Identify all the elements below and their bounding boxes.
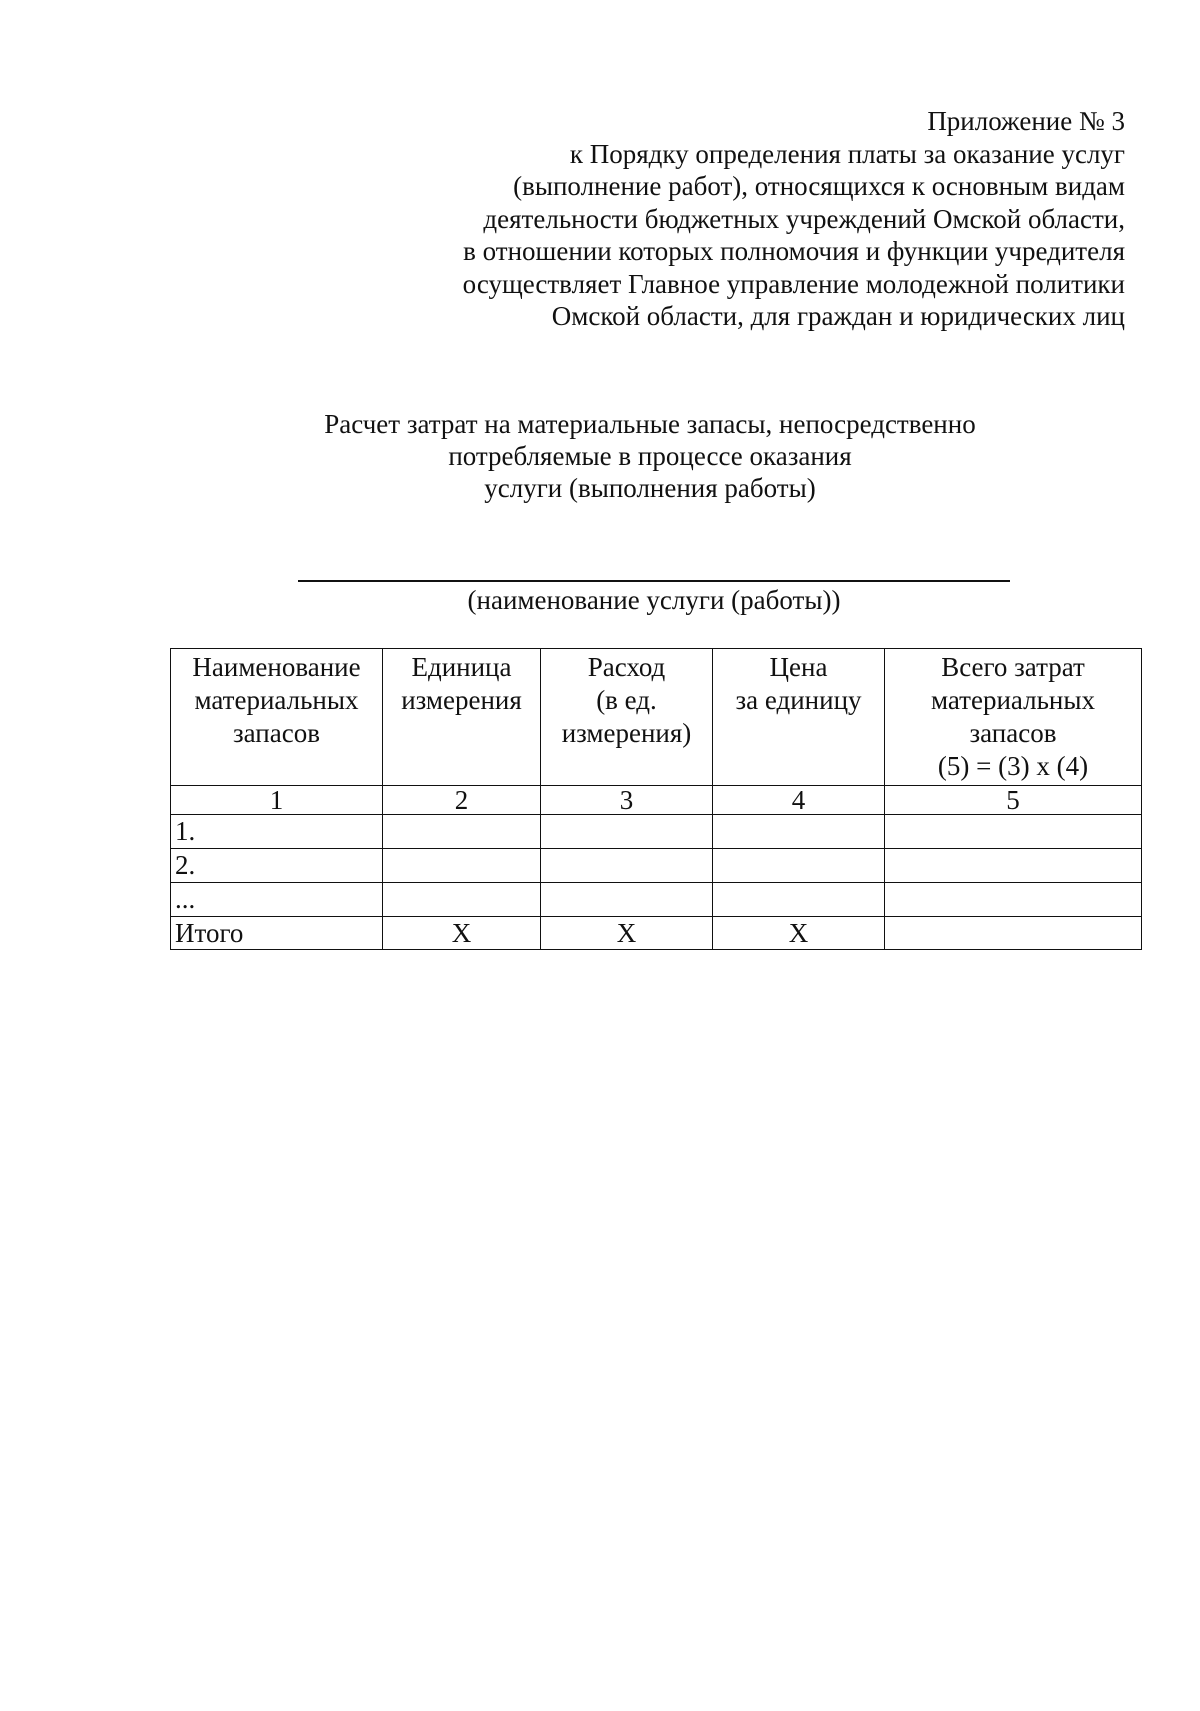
total-cell: Х (541, 917, 713, 950)
header-unit: Единица измерения (383, 649, 541, 786)
header-material-name: Наименование материальных запасов (171, 649, 383, 786)
document-title (250, 408, 1050, 504)
column-number-row (171, 786, 1142, 815)
appendix-line: (выполнение работ), относящихся к основным видам (513, 171, 1125, 201)
appendix-line: осуществляет Главное управление молодежной политики (462, 268, 1125, 299)
table-cell (713, 883, 885, 917)
header-unit-price: Цена за единицу (713, 649, 885, 786)
appendix-note (463, 105, 1125, 333)
column-number: 4 (713, 786, 885, 815)
table-header-row (171, 649, 1142, 786)
table-cell (383, 883, 541, 917)
service-name-caption: (наименование услуги (работы)) (467, 585, 841, 615)
header-consumption: Расход (в ед. измерения) (541, 649, 713, 786)
material-costs-table (170, 648, 1142, 950)
title-line: услуги (выполнения работы) (484, 473, 816, 503)
table-row (171, 815, 1142, 849)
column-number: 5 (885, 786, 1142, 815)
total-row (171, 917, 1142, 950)
column-number: 2 (383, 786, 541, 815)
table-cell (885, 849, 1142, 883)
title-line: Расчет затрат на материальные запасы, непосредственно (324, 409, 976, 439)
appendix-line: Омской области, для граждан и юридических лиц (551, 301, 1125, 331)
table-cell (713, 815, 885, 849)
table-cell: ... (171, 883, 383, 917)
appendix-line: деятельности бюджетных учреждений Омской области, (483, 203, 1125, 234)
table-cell (383, 815, 541, 849)
table-cell (541, 815, 713, 849)
table-cell (541, 849, 713, 883)
appendix-line: в отношении которых полномочия и функции учредителя (463, 236, 1125, 266)
table-row (171, 883, 1142, 917)
appendix-line: к Порядку определения платы за оказание услуг (569, 138, 1125, 169)
table-row (171, 849, 1142, 883)
total-cell: Х (383, 917, 541, 950)
total-cell: Х (713, 917, 885, 950)
table-cell (885, 883, 1142, 917)
column-number: 1 (171, 786, 383, 815)
appendix-line: Приложение № 3 (927, 106, 1125, 136)
table-cell (713, 849, 885, 883)
title-line: потребляемые в процессе оказания (448, 441, 852, 471)
total-cell (885, 917, 1142, 950)
column-number: 3 (541, 786, 713, 815)
table-cell: 1. (171, 815, 383, 849)
table-cell (383, 849, 541, 883)
table-cell: 2. (171, 849, 383, 883)
header-total-costs: Всего затрат материальных запасов (5) = (3) х (4) (885, 649, 1142, 786)
service-name-underline (298, 580, 1010, 582)
table-cell (541, 883, 713, 917)
table-cell (885, 815, 1142, 849)
total-label: Итого (171, 917, 383, 950)
